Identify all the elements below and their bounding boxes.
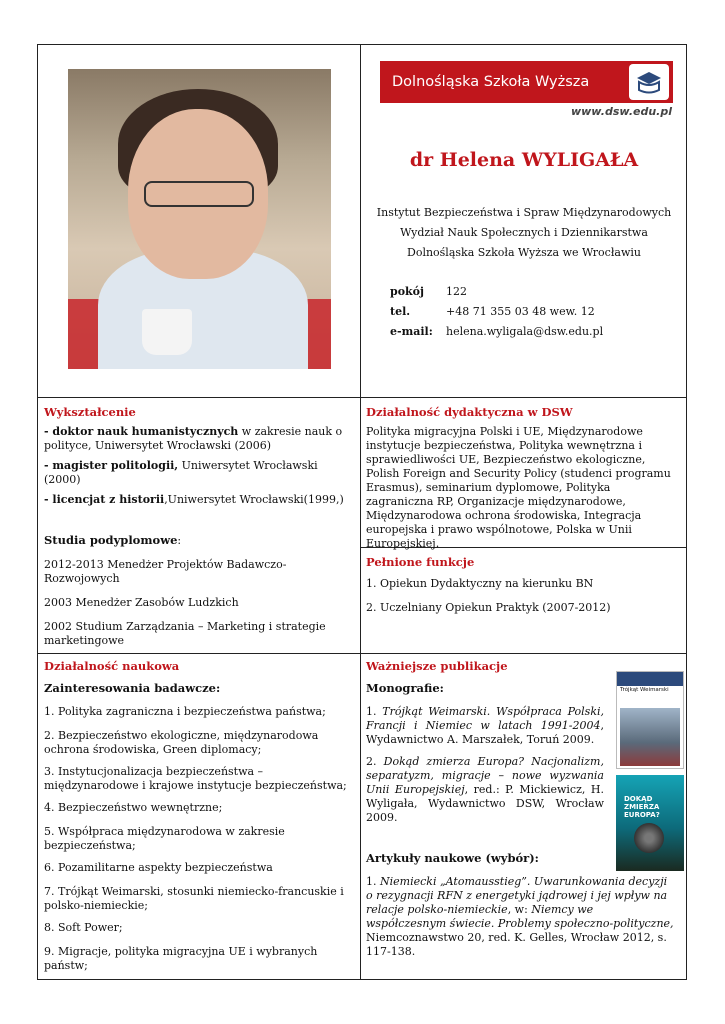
functions-heading: Pełnione funkcje: [366, 555, 475, 569]
book-emblem-icon: [629, 64, 669, 100]
logo-text: Dolnośląska Szkoła Wyższa: [392, 74, 590, 90]
articles-heading: Artykuły naukowe (wybór):: [366, 851, 539, 865]
university-line: Dolnośląska Szkoła Wyższa we Wrocławiu: [407, 246, 641, 259]
institution-block: [360, 203, 688, 263]
contact-block: [390, 281, 603, 341]
postgrad-item: 2003 Menedżer Zasobów Ludzkich: [44, 596, 239, 609]
website-url[interactable]: www.dsw.edu.pl: [570, 105, 672, 118]
education-item: - magister politologii, Uniwersytet Wrocławski (2000): [44, 459, 318, 486]
room-label: pokój: [390, 284, 424, 298]
email-label: e-mail:: [390, 324, 433, 338]
research-heading: Działalność naukowa: [44, 659, 180, 673]
research-item: 7. Trójkąt Weimarski, stosunki niemiecko-francuskie i polsko-niemieckie;: [44, 885, 344, 912]
person-name: dr Helena WYLIGAŁA: [409, 149, 639, 171]
bottom-divider: [360, 653, 361, 979]
book-cover-title: DOKĄD ZMIERZA EUROPA?: [624, 795, 660, 819]
teaching-text: Polityka migracyjna Polski i UE, Międzynarodowe instytucje bezpieczeństwa, Polityka wewnętrzna i sprawiedliwości UE, Bezpieczeństwo ekologiczne, Polish Foreign and Security Policy (studenci programu Erasmus), seminarium dyplomowe, Polityka zagraniczna RP, Organizacje międzynarodowe, Międzynarodowa ochrona środowiska, Integracja europejska i prawo wspólnotowe, Polska w Unii Europejskiej.: [366, 425, 671, 550]
institute-line: Instytut Bezpieczeństwa i Spraw Międzynarodowych: [376, 206, 672, 219]
monograph-item: 2. Dokąd zmierza Europa? Nacjonalizm, separatyzm, migracje – nowe wyzwania Unii Europejskiej, red.: P. Mickiewicz, H. Wyligała, Wydawnictwo DSW, Wrocław 2009.: [366, 755, 604, 824]
phone-label: tel.: [390, 304, 411, 318]
book-cover-title: Trójkąt Weimarski: [620, 687, 669, 693]
portrait-photo: [68, 69, 331, 369]
monographs-heading: Monografie:: [366, 681, 444, 695]
postgrad-item: 2012-2013 Menedżer Projektów Badawczo-Rozwojowych: [44, 558, 287, 585]
function-item: 1. Opiekun Dydaktyczny na kierunku BN: [366, 577, 594, 590]
book-cover-weimar: [616, 671, 684, 769]
header-bottom-rule: [38, 397, 686, 398]
research-item: 2. Bezpieczeństwo ekologiczne, międzynarodowa ochrona środowiska, Green diplomacy;: [44, 729, 319, 756]
monograph-item: 1. Trójkąt Weimarski. Współpraca Polski, Francji i Niemiec w latach 1991-2004, Wydawnictwo A. Marszałek, Toruń 2009.: [366, 705, 605, 746]
middle-divider: [360, 397, 361, 653]
education-item: - licencjat z historii,Uniwersytet Wrocławski(1999,): [44, 493, 344, 506]
email-row: [390, 321, 603, 341]
research-item: 5. Współpraca międzynarodowa w zakresie bezpieczeństwa;: [44, 825, 285, 852]
research-subheading: Zainteresowania badawcze:: [44, 681, 221, 695]
research-item: 1. Polityka zagraniczna i bezpieczeństwa państwa;: [44, 705, 326, 718]
university-logo: [380, 61, 673, 103]
research-item: 8. Soft Power;: [44, 921, 123, 934]
phone-value: +48 71 355 03 48 wew. 12: [446, 304, 595, 318]
room-value: 122: [446, 284, 467, 298]
function-item: 2. Uczelniany Opiekun Praktyk (2007-2012): [366, 601, 611, 614]
research-item: 6. Pozamilitarne aspekty bezpieczeństwa: [44, 861, 273, 874]
research-item: 3. Instytucjonalizacja bezpieczeństwa – międzynarodowe i krajowe instytucje bezpieczeństwa;: [44, 765, 347, 792]
research-item: 4. Bezpieczeństwo wewnętrzne;: [44, 801, 223, 814]
postgrad-heading: Studia podyplomowe:: [44, 533, 182, 547]
postgrad-item: 2002 Studium Zarządzania – Marketing i strategie marketingowe: [44, 620, 326, 647]
room-row: [390, 281, 603, 301]
research-item: 9. Migracje, polityka migracyjna UE i wybranych państw;: [44, 945, 318, 972]
cv-page: [37, 44, 687, 980]
publications-heading: Ważniejsze publikacje: [366, 659, 508, 673]
teaching-heading: Działalność dydaktyczna w DSW: [366, 405, 573, 419]
research-section: [44, 659, 354, 979]
faculty-line: Wydział Nauk Społecznych i Dziennikarstwa: [400, 226, 648, 239]
education-heading: Wykształcenie: [44, 405, 136, 419]
book-cover-europa: [616, 775, 684, 871]
functions-section: [366, 555, 676, 621]
publications-section: [366, 659, 604, 831]
article-item: 1. Niemiecki „Atomausstieg”. Uwarunkowania decyzji o rezygnacji RFN z energetyki jądrowej i jej wpływ na relacje polsko-niemieckie, w: Niemcy we współczesnym świecie. Problemy społeczno-polityczne, Niemcoznawstwo 20, red. K. Gelles, Wrocław 2012, s. 117-138.: [366, 875, 674, 958]
education-section: [44, 405, 348, 654]
email-link[interactable]: helena.wyligala@dsw.edu.pl: [446, 324, 604, 338]
education-item: - doktor nauk humanistycznych w zakresie nauk o polityce, Uniwersytet Wrocławski (2006): [44, 425, 343, 452]
teaching-section: [366, 405, 676, 557]
phone-row: [390, 301, 603, 321]
